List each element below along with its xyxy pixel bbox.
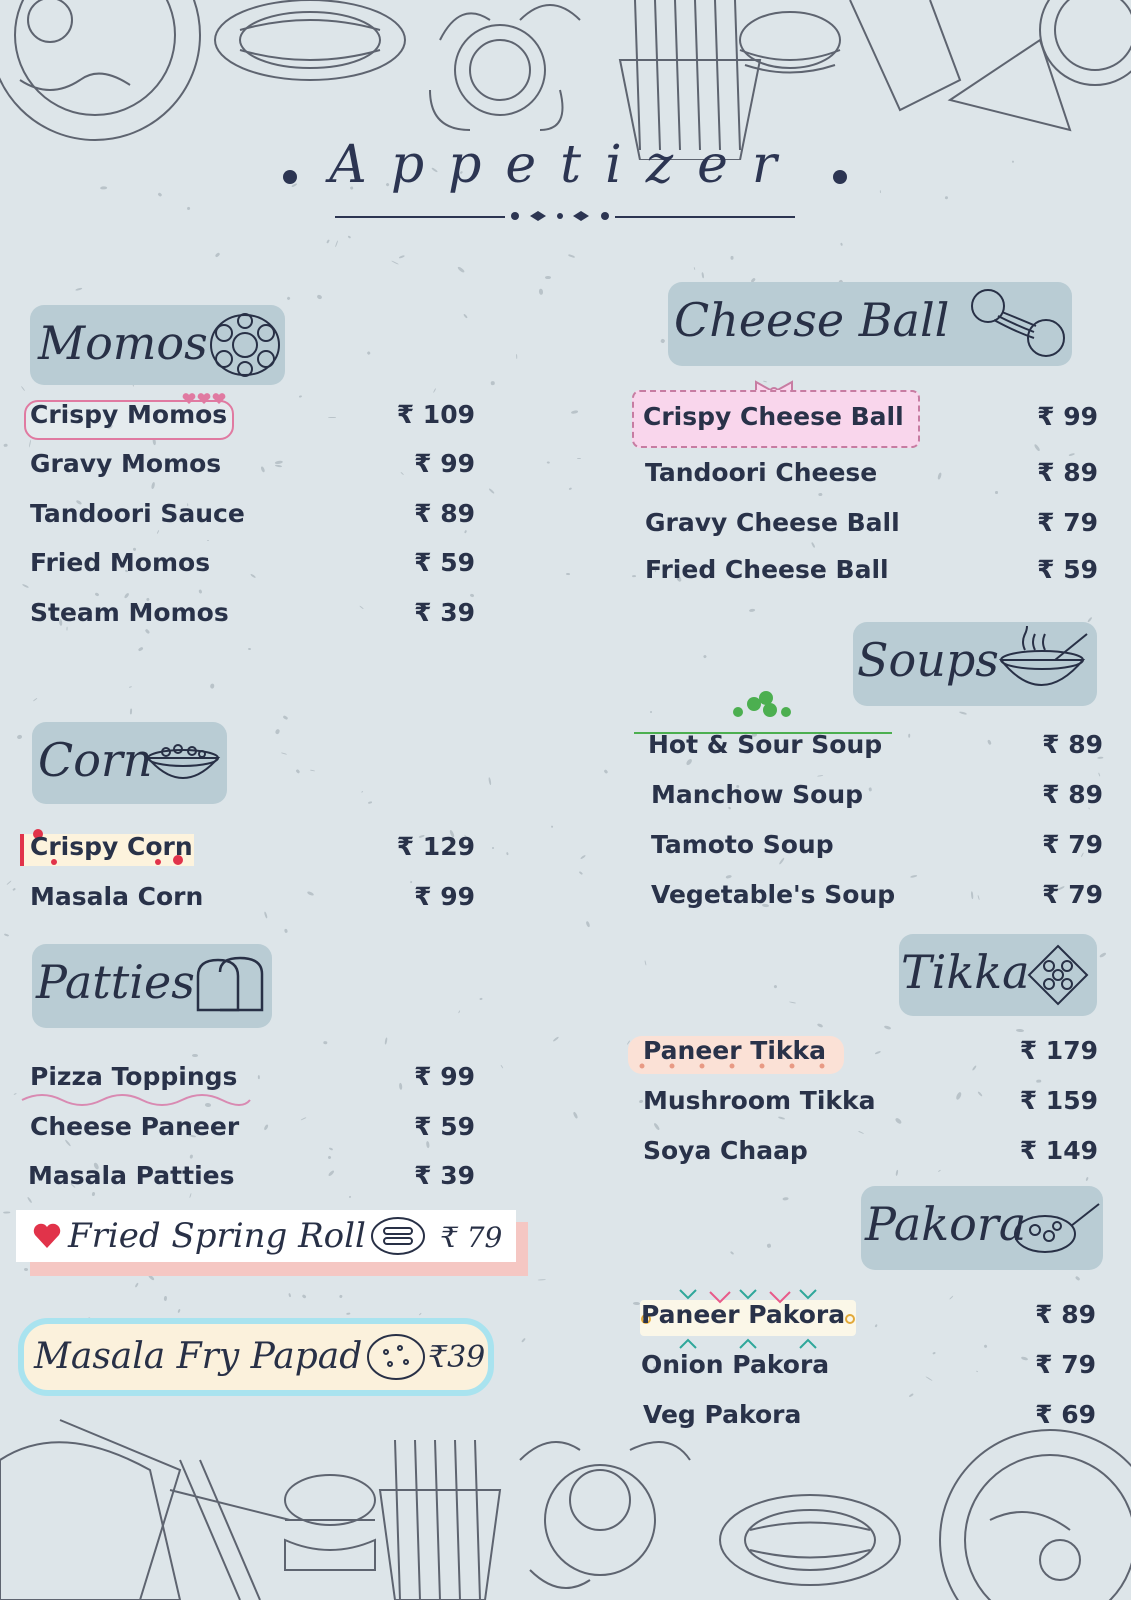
menu-item-price: ₹ 89 [1042,780,1103,809]
speckle [976,1370,979,1372]
speckle [457,266,465,273]
speckle [586,921,591,928]
speckle [366,351,370,355]
speckle [326,239,330,244]
menu-item-name: Veg Pakora [643,1400,802,1429]
speckle [349,1196,351,1198]
menu-item-name: Steam Momos [30,598,229,627]
menu-item-price: ₹ 89 [1035,1300,1096,1329]
menu-item-price: ₹ 79 [1035,1350,1096,1379]
speckle [134,1282,138,1288]
speckle [488,488,495,494]
speckle [335,240,339,247]
speckle [14,1093,17,1095]
speckle [100,186,107,190]
speckle [324,1041,328,1044]
speckle [789,1002,797,1005]
speckle [1012,161,1014,164]
speckle [158,192,163,196]
speckle [551,825,553,827]
speckle [938,473,943,481]
menu-item-price: ₹ 89 [1037,458,1098,487]
section-title-soups: Soups [857,633,999,687]
speckle [566,573,570,575]
speckle [858,1130,864,1134]
speckle [633,1302,640,1306]
speckle [577,458,581,459]
title-underline-right [615,216,795,218]
speckle [300,1117,306,1121]
speckle [74,287,82,291]
menu-item-name: Tandoori Cheese [645,458,878,487]
speckle [263,911,268,919]
speckle [361,791,363,793]
speckle [971,891,974,899]
menu-item-price: ₹ 59 [414,1112,475,1141]
speckle [339,1294,343,1298]
menu-item-name: Crispy Momos [30,400,228,429]
speckle [604,769,609,774]
menu-item-price: ₹ 79 [1037,508,1098,537]
speckle [207,540,210,541]
menu-item-price: ₹ 159 [1019,1086,1098,1115]
menu-item-price: ₹ 39 [414,598,475,627]
speckle [501,1065,504,1069]
speckle [653,1122,660,1130]
speckle [215,252,221,258]
speckle [1087,617,1092,623]
speckle [316,294,322,300]
menu-item-price: ₹ 109 [396,400,475,429]
menu-item-name: Crispy Cheese Ball [643,402,904,431]
menu-item-price: ₹ 69 [1035,1400,1096,1429]
speckle [187,206,191,210]
section-title-corn: Corn [38,733,153,787]
speckle [250,573,257,578]
speckle [368,801,372,804]
speckle [552,1036,559,1042]
menu-item-name: Soya Chaap [643,1136,808,1165]
speckle [348,235,351,238]
menu-item-name: Mushroom Tikka [643,1086,876,1115]
title-dot-left [283,170,297,184]
speckle [137,647,143,652]
speckle [730,256,733,260]
speckle [6,880,11,885]
menu-item-name: Tamoto Soup [651,830,834,859]
menu-item-price: ₹ 79 [1042,880,1103,909]
speckle [288,1293,291,1297]
speckle [275,460,283,464]
speckle [959,711,967,715]
speckle [282,715,287,720]
special-name: Masala Fry Papad [34,1336,363,1377]
section-heading-pakora [861,1186,1103,1270]
speckle [817,775,823,777]
speckle [783,1196,789,1200]
menu-item-name: Fried Momos [30,548,211,577]
heart-icon [32,1222,62,1250]
menu-item-name: Crispy Corn [30,832,193,861]
food-sketch-bottom-illustration [0,1400,1131,1600]
menu-item-name: Pizza Toppings [30,1062,238,1091]
menu-item-name: Vegetable's Soup [651,880,896,909]
page-title: Appetizer [329,135,801,195]
speckle [12,888,15,891]
speckle [26,1197,32,1204]
menu-item-name: Gravy Cheese Ball [645,508,900,537]
menu-item-name: Masala Corn [30,882,204,911]
speckle [129,685,132,687]
speckle [730,1251,735,1255]
page-title-block [275,130,855,230]
speckle [896,1170,899,1176]
speckle [151,482,155,489]
speckle [703,655,708,659]
section-heading-tikka [899,934,1097,1016]
speckle [275,729,281,735]
speckle [879,190,880,193]
section-heading-cheese-ball [668,282,1072,366]
speckle [306,891,313,897]
speckle [632,575,636,577]
speckle [875,1324,878,1327]
speckle [949,1295,953,1299]
speckle [516,354,517,359]
speckle [1085,1177,1088,1182]
speckle [1097,772,1100,776]
section-heading-momos [30,305,285,385]
speckle [910,874,918,878]
speckle [956,1092,963,1101]
menu-item-price: ₹ 59 [1037,555,1098,584]
speckle [210,683,215,688]
speckle [944,196,947,199]
momos-plate-icon [208,311,282,379]
speckle [1036,1080,1041,1083]
speckle [328,1156,332,1160]
speckle [925,1376,932,1381]
frying-pan-icon [1011,1198,1101,1258]
speckle [1033,444,1040,452]
title-ornament-icon [505,210,615,222]
speckle [1074,1275,1080,1281]
menu-item-name: Gravy Momos [30,449,222,478]
speckle [281,752,287,755]
speckle [817,1023,824,1029]
menu-item-price: ₹ 149 [1019,1136,1098,1165]
menu-item-price: ₹ 99 [414,449,475,478]
menu-item-name: Masala Patties [28,1161,235,1190]
special-price: ₹39 [428,1340,486,1375]
papad-icon [366,1332,426,1382]
speckle [261,466,266,473]
section-title-tikka: Tikka [901,945,1030,999]
grill-icon [1025,942,1091,1008]
speckle [192,1054,198,1058]
speckle [295,768,300,773]
speckle [573,1112,579,1120]
speckle [538,1279,546,1281]
speckle [310,770,315,772]
speckle [749,609,755,613]
speckle [539,289,543,296]
speckle [774,985,778,989]
menu-item-name: Paneer Tikka [643,1036,827,1065]
speckle [328,417,336,419]
speckle [33,698,37,702]
speckle [346,1313,351,1315]
menu-item-name: Hot & Sour Soup [648,730,883,759]
speckle [875,1050,881,1054]
title-underline-left [335,216,505,218]
speckle [263,1124,269,1131]
speckle [767,1244,772,1249]
speckle [299,395,302,398]
speckle [977,1091,983,1097]
soup-bowl-icon [995,626,1091,700]
speckle [908,734,910,739]
speckle [433,388,436,393]
special-banner-spring-roll [16,1210,528,1276]
special-banner-papad [18,1318,494,1396]
menu-item-price: ₹ 59 [414,548,475,577]
menu-item-name: Cheese Paneer [30,1112,240,1141]
speckle [177,1309,180,1314]
speckle [419,1312,422,1315]
speckle [895,1118,903,1125]
speckle [302,1294,307,1299]
speckle [489,777,492,785]
speckle [644,961,646,966]
speckle [971,1065,977,1071]
speckle [840,243,843,246]
speckle [1099,952,1107,958]
speckle [580,854,586,859]
speckle [571,411,578,415]
speckle [463,313,468,318]
cheese-pull-icon [968,288,1068,360]
section-heading-patties [32,944,272,1028]
speckle [810,541,815,548]
menu-item-price: ₹ 179 [1019,1036,1098,1065]
speckle [22,583,29,588]
speckle [932,1352,935,1355]
speckle [328,1170,335,1177]
menu-item-name: Onion Pakora [641,1350,830,1379]
speckle [491,381,495,385]
menu-item-name: Tandoori Sauce [30,499,245,528]
menu-item-price: ₹ 89 [414,499,475,528]
speckle [283,929,287,933]
speckle [287,296,291,300]
speckle [650,711,653,714]
menu-item-price: ₹ 99 [414,882,475,911]
clover-icon [724,690,800,730]
speckle [1016,1028,1024,1032]
special-name: Fried Spring Roll [68,1216,366,1256]
speckle [275,464,283,467]
menu-item-price: ₹ 79 [1042,830,1103,859]
speckle [579,871,583,875]
speckle [189,1193,191,1198]
section-title-momos: Momos [38,316,208,370]
speckle [521,1337,526,1342]
menu-item-price: ₹ 99 [1037,402,1098,431]
speckle [938,1170,941,1173]
speckle [258,1075,260,1079]
speckle [198,589,202,594]
speckle [568,488,571,491]
speckle [399,255,405,259]
bread-icon [192,954,268,1018]
speckle [547,461,551,464]
speckle [995,490,998,494]
title-dot-right [833,170,847,184]
speckle [359,605,364,609]
speckle [909,1393,914,1397]
menu-item-price: ₹ 99 [414,1062,475,1091]
speckle [693,267,695,270]
speckle [163,1296,166,1301]
menu-item-name: Manchow Soup [651,780,864,809]
section-title-patties: Patties [36,955,195,1009]
speckle [130,708,133,714]
speckle [568,254,575,258]
speckle [701,273,704,279]
speckle [3,1212,10,1214]
menu-item-price: ₹ 129 [396,832,475,861]
speckle [988,740,993,746]
speckle [385,1037,388,1044]
speckle [480,998,483,1000]
ribbon-divider-icon [20,1092,252,1108]
menu-item-price: ₹ 39 [414,1161,475,1190]
speckle [818,493,823,497]
speckle [545,276,551,279]
section-title-pakora: Pakora [865,1197,1027,1251]
speckle [458,1010,460,1013]
speckle [660,338,665,343]
speckle [21,386,25,391]
section-heading-soups [853,622,1097,706]
speckle [17,734,23,739]
menu-item-name: Fried Cheese Ball [645,555,889,584]
speckle [492,847,494,850]
section-heading-corn [32,722,227,804]
speckle [869,787,873,792]
speckle [328,1147,332,1150]
speckle [4,444,8,447]
speckle [977,895,980,900]
speckle [506,851,509,855]
speckle [4,934,9,938]
menu-item-name: Paneer Pakora [641,1300,846,1329]
speckle [883,1025,890,1030]
corn-bowl-icon [144,736,222,792]
menu-item-price: ₹ 89 [1042,730,1103,759]
special-price: ₹ 79 [440,1221,503,1254]
section-title-cheese-ball: Cheese Ball [674,293,950,347]
spring-roll-plate-icon [370,1216,426,1256]
speckle [392,261,399,265]
speckle [248,647,251,649]
